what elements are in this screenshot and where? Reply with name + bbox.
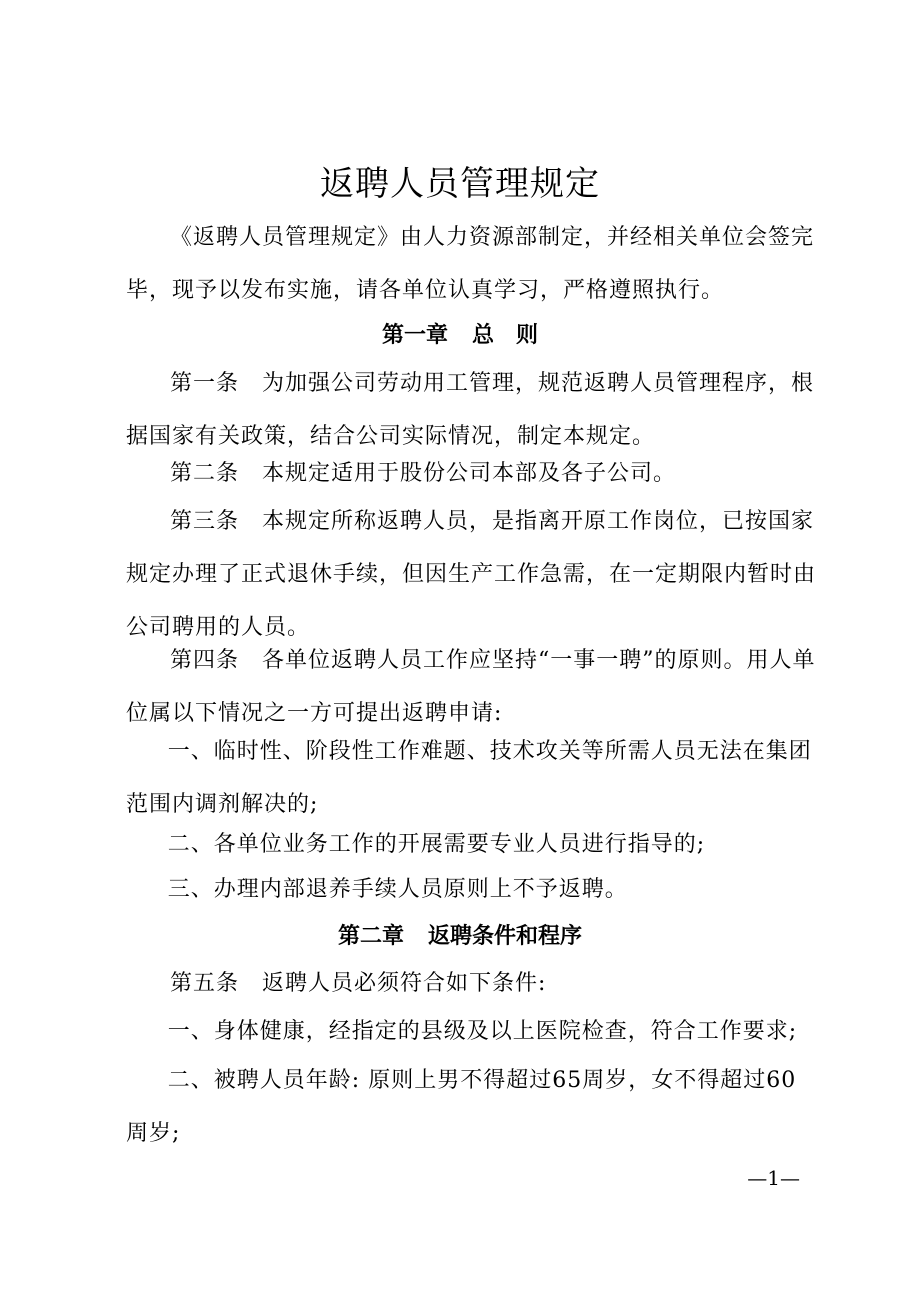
chapter-2-label: 第二章 <box>337 924 404 949</box>
intro-paragraph: 《返聘人员管理规定》由人力资源部制定，并经相关单位会签完毕，现予以发布实施，请各单位认真学习，严格遵照执行。 <box>126 225 815 303</box>
article-1: 第一条 为加强公司劳动用工管理，规范返聘人员管理程序，根据国家有关政策，结合公司实际情况，制定本规定。 <box>126 371 815 449</box>
article-5-item-1: 一、身体健康，经指定的县级及以上医院检查，符合工作要求; <box>167 1019 798 1044</box>
article-4-item-3: 三、办理内部退养手续人员原则上不予返聘。 <box>167 877 628 902</box>
chapter-2-heading <box>0 917 920 957</box>
article-5-item-2: 二、被聘人员年龄: 原则上男不得超过65周岁，女不得超过60周岁; <box>126 1068 797 1146</box>
article-4: 第四条 各单位返聘人员工作应坚持“一事一聘”的原则。用人单位属以下情况之一方可提出返聘申请: <box>126 648 816 726</box>
page-number: —1— <box>747 1166 800 1190</box>
chapter-2-name: 返聘条件和程序 <box>428 924 583 949</box>
article-4-item-2: 二、各单位业务工作的开展需要专业人员进行指导的; <box>167 832 706 857</box>
chapter-1-name: 总 则 <box>472 323 539 348</box>
article-5: 第五条 返聘人员必须符合如下条件: <box>170 971 547 996</box>
chapter-1-heading <box>0 316 920 356</box>
article-2: 第二条 本规定适用于股份公司本部及各子公司。 <box>170 461 677 486</box>
document-title: 返聘人员管理规定 <box>320 164 600 204</box>
chapter-1-label: 第一章 <box>381 323 448 348</box>
article-3: 第三条 本规定所称返聘人员，是指离开原工作岗位，已按国家规定办理了正式退休手续，但因生产工作急需，在一定期限内暂时由公司聘用的人员。 <box>126 509 817 640</box>
article-4-item-1: 一、临时性、阶段性工作难题、技术攻关等所需人员无法在集团范围内调剂解决的; <box>126 739 812 817</box>
